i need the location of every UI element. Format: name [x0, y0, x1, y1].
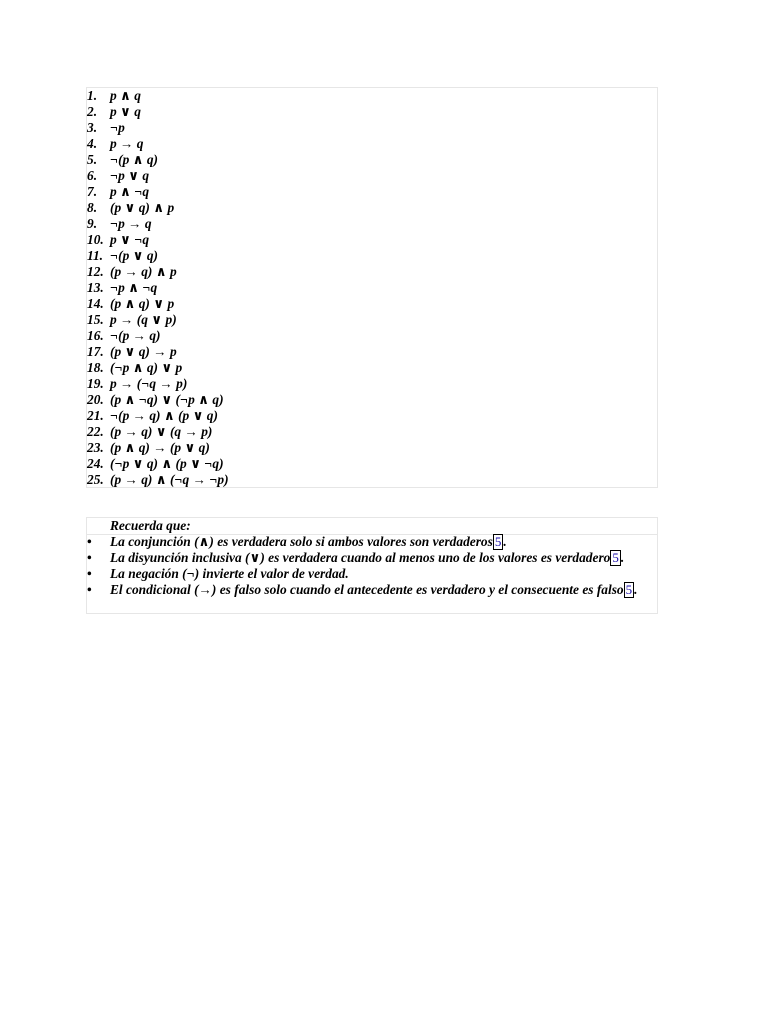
- list-item-number: 8.: [87, 200, 98, 215]
- list-item-expression: p → q: [110, 136, 144, 151]
- list-item-number: 5.: [87, 152, 98, 167]
- list-item-number: 6.: [87, 168, 98, 183]
- list-item-number: 16.: [87, 328, 104, 343]
- list-item-expression: p ∨ ¬q: [110, 232, 150, 247]
- list-item-expression: p ∧ ¬q: [110, 184, 150, 199]
- reminder-heading: Recuerda que:: [110, 518, 191, 533]
- list-item-number: 15.: [87, 312, 104, 327]
- list-item-expression: ¬p: [110, 120, 125, 135]
- list-item-expression: p ∧ q: [110, 88, 141, 103]
- reminder-text: La negación (¬) invierte el valor de verdad.: [110, 566, 349, 581]
- list-item-number: 18.: [87, 360, 104, 375]
- list-item-number: 9.: [87, 216, 98, 231]
- list-item-expression: (¬p ∧ q) ∨ p: [110, 360, 183, 375]
- citation-link[interactable]: 5: [612, 550, 619, 565]
- list-item-number: 20.: [87, 392, 104, 407]
- list-item-expression: ¬(p ∧ q): [110, 152, 158, 167]
- list-item-number: 17.: [87, 344, 104, 359]
- reminder-text: La disyunción inclusiva (∨) es verdadera cuando al menos uno de los valores es verdadero: [110, 550, 611, 565]
- list-item-number: 11.: [87, 248, 103, 263]
- list-item-number: 19.: [87, 376, 104, 391]
- list-item-number: 24.: [87, 456, 104, 471]
- list-item-expression: (p → q) ∧ (¬q → ¬p): [110, 472, 229, 487]
- list-item-expression: (p ∧ q) ∨ p: [110, 296, 175, 311]
- reminder-text: La conjunción (∧) es verdadera solo si ambos valores son verdaderos: [110, 534, 493, 549]
- exercise-list: [86, 87, 658, 488]
- list-item-number: 1.: [87, 88, 98, 103]
- sentence-period: .: [634, 582, 638, 597]
- bullet-icon: •: [87, 566, 92, 581]
- reminder-text: El condicional (→) es falso solo cuando el antecedente es verdadero y el consecuente es falso: [110, 582, 624, 597]
- list-item-number: 12.: [87, 264, 104, 279]
- bullet-icon: •: [87, 582, 92, 597]
- list-item-number: 25.: [87, 472, 104, 487]
- list-item-expression: (p ∨ q) ∧ p: [110, 200, 175, 215]
- list-item-expression: (p ∨ q) → p: [110, 344, 177, 359]
- list-item-number: 14.: [87, 296, 104, 311]
- list-item-number: 23.: [87, 440, 104, 455]
- list-item-expression: (p ∧ q) → (p ∨ q): [110, 440, 210, 455]
- list-item-expression: ¬(p → q): [110, 328, 161, 343]
- list-item-expression: ¬(p → q) ∧ (p ∨ q): [110, 408, 218, 423]
- list-item-number: 13.: [87, 280, 104, 295]
- list-item-expression: (p → q) ∨ (q → p): [110, 424, 213, 439]
- list-item-expression: p → (q ∨ p): [110, 312, 177, 327]
- list-item-number: 2.: [87, 104, 98, 119]
- list-item-number: 21.: [87, 408, 104, 423]
- list-item-expression: p ∨ q: [110, 104, 141, 119]
- list-item-number: 4.: [87, 136, 98, 151]
- list-item-expression: ¬p → q: [110, 216, 152, 231]
- citation-link[interactable]: 5: [625, 582, 633, 597]
- list-item-number: 10.: [87, 232, 104, 247]
- list-item-number: 22.: [87, 424, 104, 439]
- list-item-number: 7.: [87, 184, 98, 199]
- list-item-expression: (p → q) ∧ p: [110, 264, 177, 279]
- bullet-icon: •: [87, 550, 92, 565]
- bullet-icon: •: [87, 534, 92, 549]
- list-item-number: 3.: [87, 120, 98, 135]
- sentence-period: .: [503, 534, 507, 549]
- citation-link[interactable]: 5: [494, 534, 502, 549]
- reminder-box: [86, 517, 658, 614]
- list-item-expression: (p ∧ ¬q) ∨ (¬p ∧ q): [110, 392, 224, 407]
- list-item-expression: ¬p ∨ q: [110, 168, 150, 183]
- list-item-expression: ¬p ∧ ¬q: [110, 280, 158, 295]
- list-item-expression: ¬(p ∨ q): [110, 248, 158, 263]
- list-item-expression: (¬p ∨ q) ∧ (p ∨ ¬q): [110, 456, 224, 471]
- list-item-expression: p → (¬q → p): [110, 376, 188, 391]
- sentence-period: .: [620, 550, 625, 565]
